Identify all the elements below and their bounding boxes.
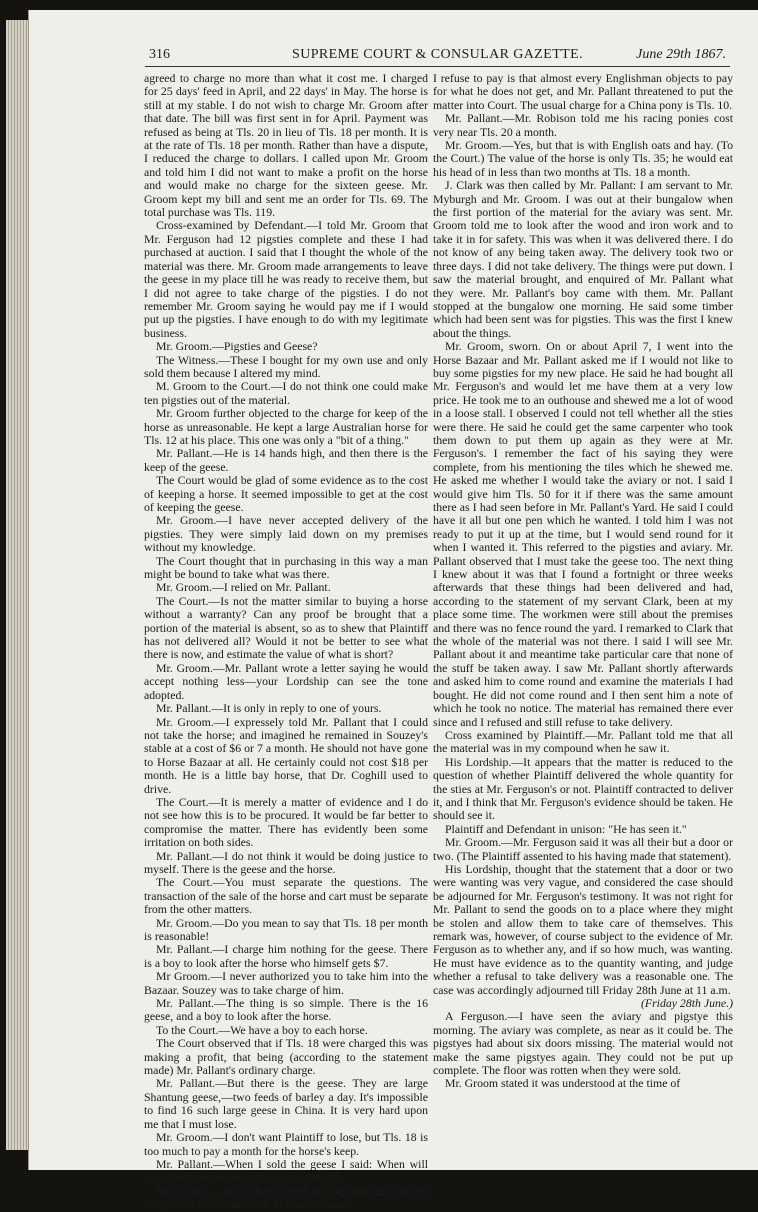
paragraph: Mr. Groom.—Mr. Ferguson said it was all their but a door or two. (The Plaintiff assented to his having made that statement). bbox=[433, 835, 733, 863]
paragraph: Mr. Groom.—If he likes to send in a separate account for the geese I can consider it. The only reason bbox=[144, 1183, 428, 1212]
paragraph: A Ferguson.—I have seen the aviary and pigstye this morning. The aviary was complete, as near as it could be. The pigstyes had about six doors missing. The material would not make the same pigstyes again. They could not be put up complete. The floor was rotten when they were sold. bbox=[433, 1009, 733, 1078]
paragraph: (Friday 28th June.) bbox=[640, 996, 733, 1011]
paragraph: Mr Groom.—I never authorized you to take him into the Bazaar. Souzey was to take charge of him. bbox=[144, 969, 428, 997]
publication-title: SUPREME COURT & CONSULAR GAZETTE. bbox=[292, 47, 583, 62]
paragraph: Mr. Pallant.—But there is the geese. They are large Shantung geese,—two feeds of barley a day. It's impossible to find 16 such large geese in China. It is very hard upon me that I must lose. bbox=[144, 1076, 428, 1131]
paragraph: To the Court.—We have a boy to each horse. bbox=[156, 1022, 368, 1037]
paragraph: Mr. Groom.—Yes, but that is with English oats and hay. (To the Court.) The value of the horse is only Tls. 35; he would eat his head of in less than two months at Tls. 18 a month. bbox=[433, 138, 733, 179]
paragraph: Mr. Groom, sworn. On or about April 7, I went into the Horse Bazaar and Mr. Pallant asked me if I would not like to buy some pigsties for my new place. He said he had bought all Mr. Ferguson's and would let me have them at a very low price. He took me to an outhouse and shewed me a lot of wood in a loose stall. I observed I could not tell whether all the sties were there. He said he could get the same carpenter who took them down to put them up again as they were at Mr. Ferguson's. I remember the fact of his saying they were complete, from his mentioning the tiles which he shewed me. He asked me whether I would take the aviary or not. I said I would give him Tls. 50 for it if there was the same amount there as I had seen before in Mr. Pallant's Yard. He said I could have it all but one pen which he wanted. I told him I was not ready to put it up at the time, but I would send round for it when I wanted it. This referred to the pigsties and aviary. Mr. Pallant observed that I must take the geese too. The next thing I knew about it was that I found a fortnight or three weeks afterwards that these things had been delivered and had, according to the statement of my servant Clark, been at my place some time. The workmen were still about the premises and there was no fence round the yard. I remarked to Clark that the whole of the material was not there. I said I will see Mr. Pallant about it and meantime take particular care that none of the stuff be taken away. I saw Mr. Pallant shortly afterwards and asked him to come round and examine the materials I had bought. He did not come round and I then sent him a note of which he took no notice. The material has remained there ever since and I refused and still refuse to take delivery. bbox=[433, 339, 733, 729]
paragraph: Mr. Groom.—Pigsties and Geese? bbox=[156, 339, 318, 354]
paragraph: The Court.—You must separate the questions. The transaction of the sale of the horse and cart must be separate from the other matters. bbox=[144, 875, 428, 917]
paragraph: Mr. Groom.—Do you mean to say that Tls. 18 per month is reasonable! bbox=[144, 915, 428, 943]
paragraph: Mr. Groom.—I expressely told Mr. Pallant that I could not take the horse; and imagined he remained in Souzey's stable at a cost of $6 or 7 a month. He should not have gone to Horse Bazaar at all. He certainly could not cost $18 per month. He is a little bay horse, that Dr. Coghill used to drive. bbox=[144, 714, 428, 796]
paragraph: The Court thought that in purchasing in this way a man might be bound to take what was there. bbox=[144, 553, 428, 582]
paragraph: His Lordship.—It appears that the matter is reduced to the question of whether Plaintiff delivered the whole quantity for the sties at Mr. Ferguson's or not. Plaintiff contracted to deliver it, and I think that Mr. Ferguson's evidence should be taken. He should see it. bbox=[433, 754, 733, 823]
paragraph: Mr. Pallant.—He is 14 hands high, and then there is the keep of the geese. bbox=[144, 446, 428, 474]
paragraph: Mr. Pallant.—It is only in reply to one of yours. bbox=[156, 701, 382, 716]
paragraph: Mr. Pallant.—The thing is so simple. There is the 16 geese, and a boy to look after the horse. bbox=[144, 996, 428, 1024]
paragraph: Cross examined by Plaintiff.—Mr. Pallant told me that all the material was in my compound when he saw it. bbox=[433, 727, 733, 756]
paragraph: Cross-examined by Defendant.—I told Mr. Groom that Mr. Ferguson had 12 pigsties complete and these I had purchased at auction. I said that I thought the whole of the material was there. Mr. Groom made arrangements to leave the geese in my place till he was ready to receive them, but I did not agree to take charge of the pigsties. I do not remember Mr. Groom saying he would pay me if I would put up the pigsties. I have enough to do with my legitimate business. bbox=[144, 218, 428, 340]
paragraph: Mr. Groom.—I relied on Mr. Pallant. bbox=[156, 580, 331, 595]
paragraph: Mr. Groom.—Mr. Pallant wrote a letter saying he would accept nothing less—your Lordship can see the tone adopted. bbox=[144, 660, 428, 702]
paragraph: The Witness.—These I bought for my own use and only sold them because I altered my mind. bbox=[144, 352, 428, 380]
paragraph: Mr. Pallant.—When I sold the geese I said: When will you take them because they eat so much? bbox=[144, 1156, 428, 1185]
right-column bbox=[433, 72, 733, 1152]
issue-date: June 29th 1867. bbox=[636, 47, 726, 62]
paragraph: Mr. Groom.—I have never accepted delivery of the pigsties. They were simply laid down on my premises without my knowledge. bbox=[144, 513, 428, 555]
paragraph: Mr. Groom further objected to the charge for keep of the horse as unreasonable. He kept a large Australian horse for Tls. 12 at his place. This one was only a "bit of a thing." bbox=[144, 406, 428, 447]
paragraph: J. Clark was then called by Mr. Pallant: I am servant to Mr. Myburgh and Mr. Groom. I was out at their bungalow when the first portion of the material for the aviary was sent. Mr. Groom told me to look after the wood and iron work and to take it in for safety. This was when it was delivered there. I do not know of any being taken away. The delivery took two or three days. I did not take delivery. The things were put down. I saw the material brought, and enquired of Mr. Pallant what they were. Mr. Pallant's boy came with them. Mr. Pallant stopped at the bungalow one morning. He said some timber which had been sent was for pigsties. This was the first I knew about the things. bbox=[433, 178, 733, 340]
paragraph: agreed to charge no more than what it cost me. I charged for 25 days' feed in April, and 22 days' in May. The horse is still at my stable. I do not wish to charge Mr. Groom after that date. The bill was first sent in for April. Payment was refused as being at Tls. 20 in lieu of Tls. 18 per month. It is at the rate of Tls. 18 per month. Rather than have a dispute, I reduced the charge to dollars. I called upon Mr. Groom and told him I did not want to make a profit on the horse and would make no charge for the sixteen geese. Mr. Groom kept my bill and sent me an order for Tls. 69. The total purchase was Tls. 119. bbox=[144, 71, 428, 220]
paragraph: His Lordship, thought that the statement that a door or two were wanting was very vague, and considered the case should be adjourned for Mr. Ferguson's testimony. It was not right for Mr. Pallant to send the goods on to a place where they might be stolen and allow them to take care of themselves. This remark was, however, of course subject to the evidence of Mr. Ferguson as to whether any, and if so how much, was wanting. He must have evidence as to the quantity wanting, and judge whether a refusal to take delivery was a reasonable one. The case was accordingly adjourned till Friday 28th June at 11 a.m. bbox=[433, 861, 733, 997]
paragraph: The Court observed that if Tls. 18 were charged this was making a profit, that being (according to the statement made) Mr. Pallant's ordinary charge. bbox=[144, 1036, 428, 1078]
paragraph: Plaintiff and Defendant in unison: "He has seen it." bbox=[445, 821, 687, 836]
page-number: 316 bbox=[149, 47, 170, 62]
paragraph: Mr. Pallant.—I charge him nothing for the geese. There is a boy to look after the horse who himself gets $7. bbox=[144, 942, 428, 970]
paragraph: The Court would be glad of some evidence as to the cost of keeping a horse. It seemed impossible to get at the cost of keeping the geese. bbox=[144, 473, 428, 514]
paragraph: Mr. Groom stated it was understood at the time of bbox=[445, 1076, 681, 1091]
paragraph: M. Groom to the Court.—I do not think one could make ten pigsties out of the material. bbox=[144, 379, 428, 407]
page-header bbox=[145, 46, 730, 67]
gazette-page bbox=[28, 10, 758, 1212]
paragraph: Mr. Groom.—I don't want Plaintiff to lose, but Tls. 18 is too much to pay a month for the horse's keep. bbox=[144, 1130, 428, 1158]
paragraph: The Court.—It is merely a matter of evidence and I do not see how this is to be procured. It would be far better to compromise the matter. There has evidently been some irritation on both sides. bbox=[144, 794, 428, 850]
left-column bbox=[144, 71, 428, 1212]
paragraph: I refuse to pay is that almost every Englishman objects to pay for what he does not get, and Mr. Pallant threatened to put the matter into Court. The usual charge for a China pony is Tls. 10. bbox=[433, 71, 733, 112]
paragraph: The Court.—Is not the matter similar to buying a horse without a warranty? Can any proof be brought that a portion of the material is absent, so as to shew that Plaintiff has not delivered all? Would it not be better to see what there is now, and estimate the value of what is short? bbox=[144, 593, 428, 662]
paragraph: Mr. Pallant.—Mr. Robison told me his racing ponies cost very near Tls. 20 a month. bbox=[433, 111, 733, 139]
paragraph: Mr. Pallant.—I do not think it would be doing justice to myself. There is the geese and the horse. bbox=[144, 848, 428, 876]
